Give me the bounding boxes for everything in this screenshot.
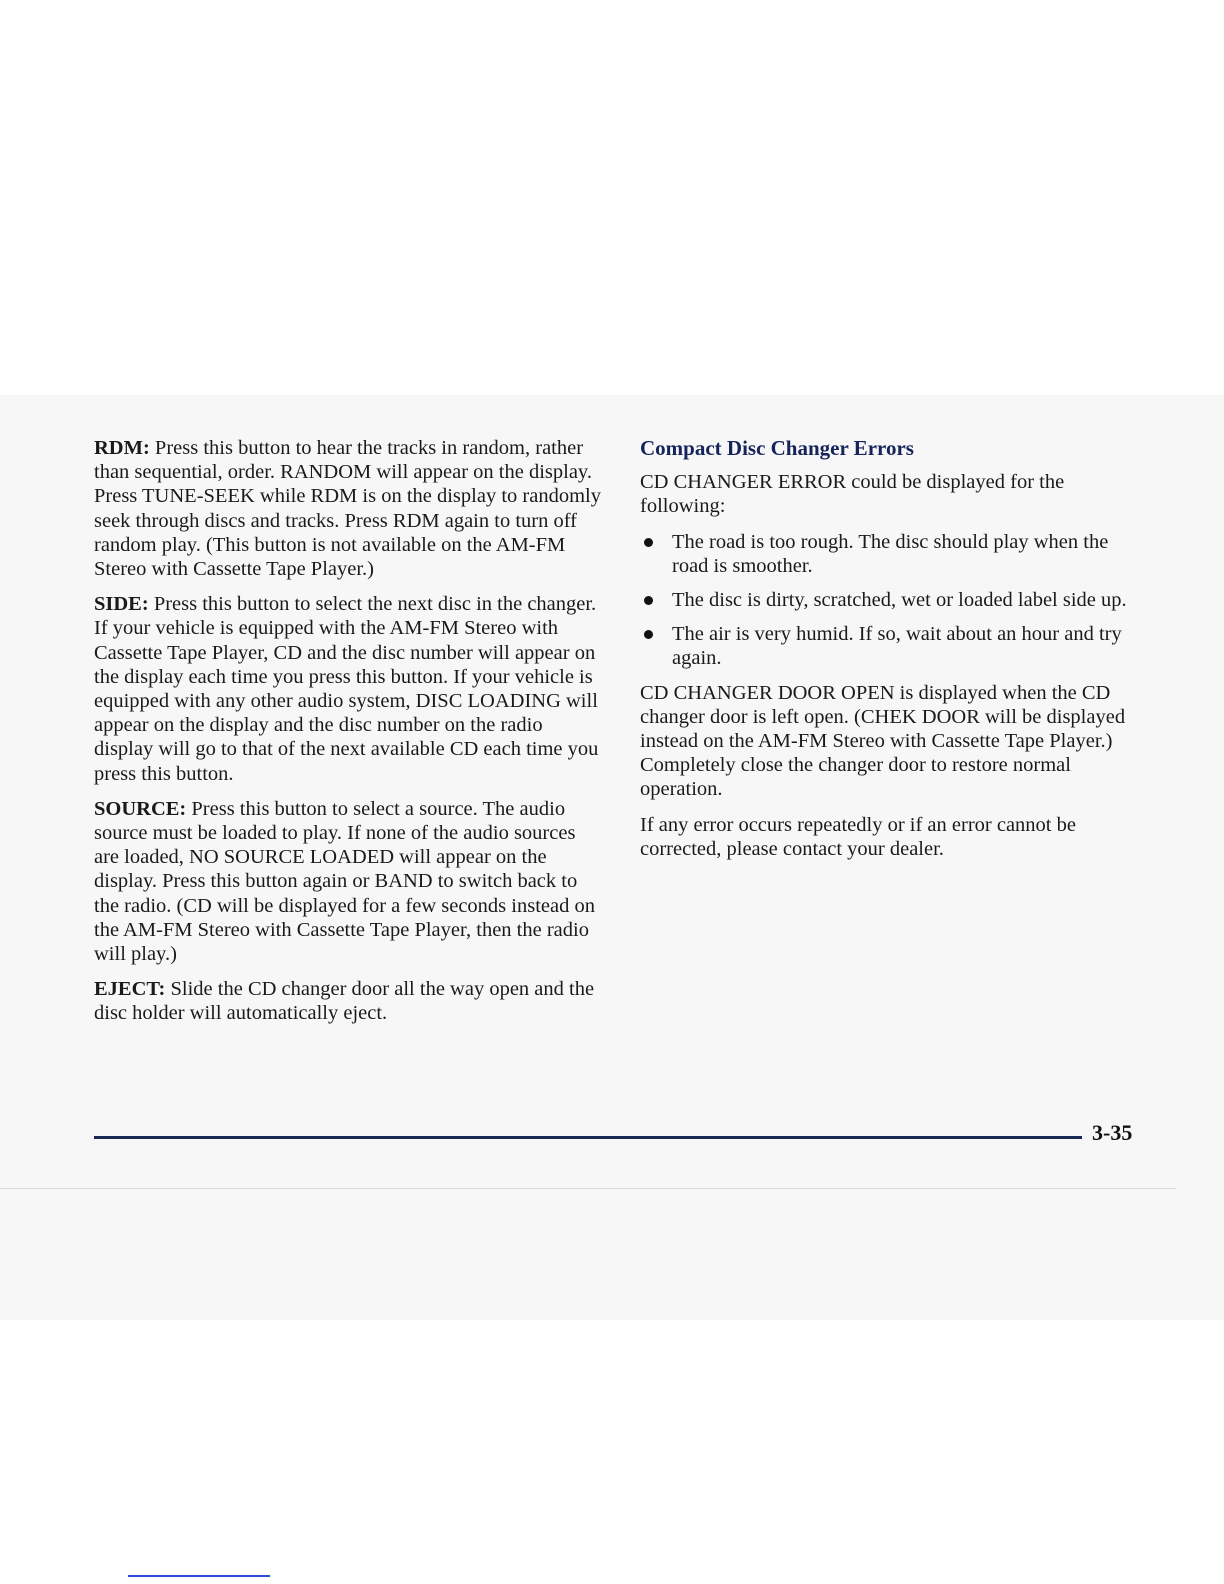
eject-text: Slide the CD changer door all the way open and the disc holder will automatically eject. xyxy=(94,978,595,1025)
left-column xyxy=(94,436,604,1037)
rdm-term: RDM: xyxy=(94,437,150,459)
source-text: Press this button to select a source. The audio source must be loaded to play. If none of the audio sources are loaded, NO SOURCE LOADED will appear on the display. Press this button again or BAND to switch back to the radio. (CD will be displayed for a few seconds instead on the AM-FM Stereo with Cassette Tape Player, then the radio will play.) xyxy=(94,797,595,966)
list-item-text: The air is very humid. If so, wait about an hour and try again. xyxy=(672,623,1122,670)
section-heading: Compact Disc Changer Errors xyxy=(640,436,914,460)
error-causes-list xyxy=(640,530,1130,671)
right-column xyxy=(640,436,1130,872)
source-term: SOURCE: xyxy=(94,797,187,820)
bullet-icon xyxy=(644,596,653,605)
list-item-text: The road is too rough. The disc should play when the road is smoother. xyxy=(672,530,1109,577)
repeat-error-paragraph: If any error occurs repeatedly or if an error cannot be corrected, please contact your dealer. xyxy=(640,813,1076,860)
list-item-text: The disc is dirty, scratched, wet or loaded label side up. xyxy=(672,589,1127,612)
side-paragraph xyxy=(94,592,604,786)
page-number: 3-35 xyxy=(1092,1120,1133,1145)
eject-paragraph xyxy=(94,977,604,1025)
list-item xyxy=(640,588,1130,612)
bullet-icon xyxy=(644,630,653,639)
door-open-paragraph: CD CHANGER DOOR OPEN is displayed when the CD changer door is left open. (CHEK DOOR will be displayed instead on the AM-FM Stereo with Cassette Tape Player.) Completely close the changer door to restore normal operation. xyxy=(640,681,1126,801)
side-text: Press this button to select the next disc in the changer. If your vehicle is equipped with the AM-FM Stereo with Cassette Tape Player, CD and the disc number will appear on the display each time you press this button. If your vehicle is equipped with any other audio system, DISC LOADING will appear on the display and the disc number on the radio display will go to that of the next available CD each time you press this button. xyxy=(94,593,599,785)
page-divider xyxy=(0,1188,1176,1189)
side-term: SIDE: xyxy=(94,593,149,616)
footer-rule xyxy=(94,1136,1082,1139)
eject-term: EJECT: xyxy=(94,978,166,1001)
list-item xyxy=(640,622,1130,670)
bullet-icon xyxy=(644,538,653,547)
rdm-paragraph xyxy=(94,436,604,581)
rdm-text: Press this button to hear the tracks in random, rather than sequential, order. RANDOM will appear on the display. Press TUNE-SEEK while RDM is on the display to randomly seek through discs and tracks. Press RDM again to turn off random play. (This button is not available on the AM-FM Stereo with Cassette Tape Player.) xyxy=(94,437,601,581)
intro-paragraph: CD CHANGER ERROR could be displayed for the following: xyxy=(640,471,1065,518)
source-paragraph xyxy=(94,797,604,966)
bottom-link-underline xyxy=(128,1575,270,1577)
list-item xyxy=(640,530,1130,578)
